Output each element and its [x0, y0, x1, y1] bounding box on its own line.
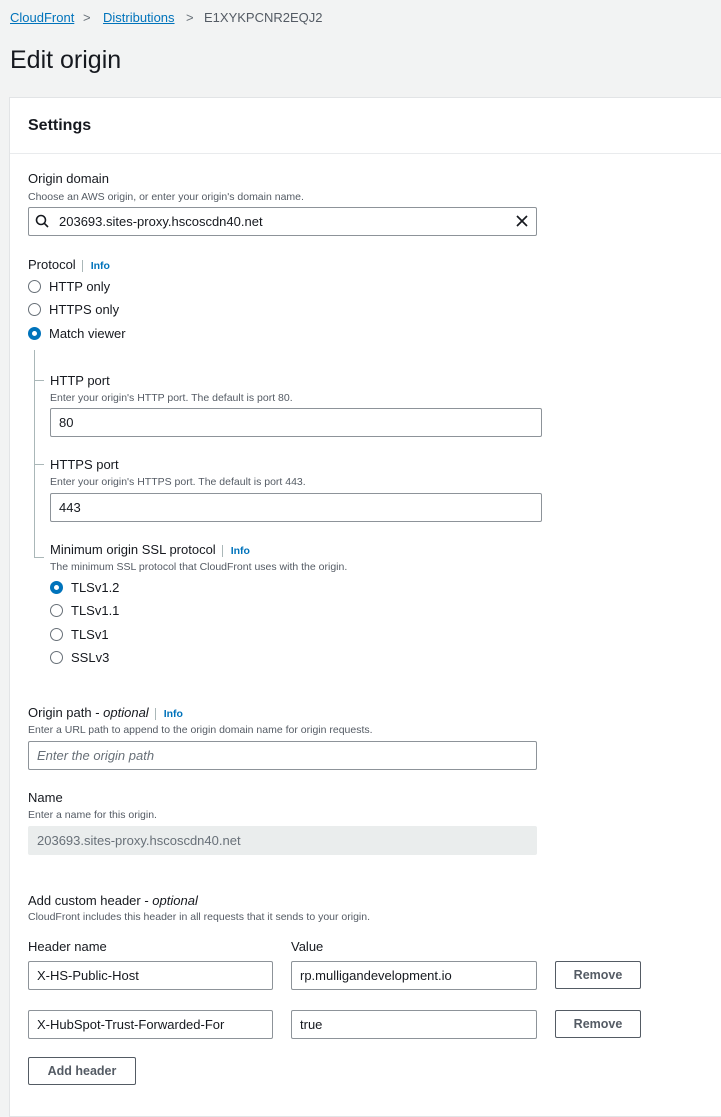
page-title: Edit origin — [10, 46, 122, 74]
breadcrumb-distributions[interactable]: Distributions — [103, 10, 175, 25]
custom-header-label-text: Add custom header - — [28, 893, 153, 908]
radio-icon — [50, 628, 63, 641]
header-name-input[interactable]: X-HS-Public-Host — [28, 961, 273, 990]
radio-icon — [50, 604, 63, 617]
origin-path-info-link[interactable]: Info — [155, 708, 183, 720]
header-value-column-label: Value — [291, 939, 324, 954]
protocol-label — [28, 257, 110, 272]
radio-match-viewer[interactable] — [28, 326, 126, 341]
clear-icon[interactable] — [515, 214, 529, 228]
origin-domain-value: 203693.sites-proxy.hscoscdn40.net — [59, 214, 263, 229]
nested-guide-line — [34, 350, 35, 558]
remove-header-button[interactable]: Remove — [555, 961, 641, 989]
ssl-label-text: Minimum origin SSL protocol — [50, 542, 216, 557]
radio-label: TLSv1.2 — [71, 580, 120, 595]
https-port-label: HTTPS port — [50, 457, 119, 472]
radio-label: TLSv1 — [71, 627, 109, 642]
name-input-disabled: 203693.sites-proxy.hscoscdn40.net — [28, 826, 537, 855]
guide-tick — [34, 380, 44, 381]
remove-header-button[interactable]: Remove — [555, 1010, 641, 1038]
settings-title: Settings — [28, 117, 92, 134]
origin-domain-desc: Choose an AWS origin, or enter your origin's domain name. — [28, 191, 304, 203]
breadcrumb-current: E1XYKPCNR2EQJ2 — [204, 10, 323, 25]
ssl-desc: The minimum SSL protocol that CloudFront uses with the origin. — [50, 561, 348, 573]
origin-path-label-text: Origin path - — [28, 705, 104, 720]
radio-tlsv1-2[interactable] — [50, 580, 119, 595]
origin-path-label — [28, 705, 183, 720]
radio-label: TLSv1.1 — [71, 603, 120, 618]
radio-label: HTTPS only — [49, 302, 120, 317]
custom-header-label — [28, 893, 198, 908]
radio-tlsv1[interactable] — [50, 627, 109, 642]
optional-text: optional — [103, 705, 149, 720]
search-icon — [35, 214, 49, 228]
chevron-right-icon: > — [186, 10, 194, 25]
radio-label: SSLv3 — [71, 650, 110, 665]
protocol-label-text: Protocol — [28, 257, 76, 272]
radio-icon — [28, 280, 41, 293]
name-label: Name — [28, 790, 63, 805]
origin-domain-input[interactable] — [28, 207, 537, 236]
origin-path-desc: Enter a URL path to append to the origin domain name for origin requests. — [28, 724, 373, 736]
guide-tick — [34, 557, 44, 558]
radio-selected-icon — [28, 327, 41, 340]
breadcrumb-cloudfront[interactable]: CloudFront — [10, 10, 75, 25]
radio-label: Match viewer — [49, 326, 126, 341]
name-desc: Enter a name for this origin. — [28, 809, 157, 821]
radio-label: HTTP only — [49, 279, 111, 294]
radio-icon — [28, 303, 41, 316]
radio-icon — [50, 651, 63, 664]
guide-tick — [34, 464, 44, 465]
http-port-desc: Enter your origin's HTTP port. The default is port 80. — [50, 392, 293, 404]
header-name-column-label: Header name — [28, 939, 107, 954]
header-value-input[interactable]: true — [291, 1010, 537, 1039]
https-port-input[interactable]: 443 — [50, 493, 542, 522]
header-name-input[interactable]: X-HubSpot-Trust-Forwarded-For — [28, 1010, 273, 1039]
radio-selected-icon — [50, 581, 63, 594]
radio-tlsv1-1[interactable] — [50, 603, 119, 618]
http-port-label: HTTP port — [50, 373, 110, 388]
https-port-desc: Enter your origin's HTTPS port. The default is port 443. — [50, 476, 306, 488]
http-port-input[interactable]: 80 — [50, 408, 542, 437]
header-value-input[interactable]: rp.mulligandevelopment.io — [291, 961, 537, 990]
add-header-button[interactable]: Add header — [28, 1057, 136, 1085]
ssl-label — [50, 542, 250, 557]
origin-path-input[interactable]: Enter the origin path — [28, 741, 537, 770]
radio-http-only[interactable] — [28, 279, 110, 294]
radio-sslv3[interactable] — [50, 650, 109, 665]
radio-https-only[interactable] — [28, 302, 119, 317]
chevron-right-icon: > — [83, 10, 91, 25]
origin-domain-label: Origin domain — [28, 171, 109, 186]
ssl-info-link[interactable]: Info — [222, 545, 250, 557]
custom-header-desc: CloudFront includes this header in all requests that it sends to your origin. — [28, 911, 371, 923]
protocol-info-link[interactable]: Info — [82, 260, 110, 272]
optional-text: optional — [152, 893, 198, 908]
